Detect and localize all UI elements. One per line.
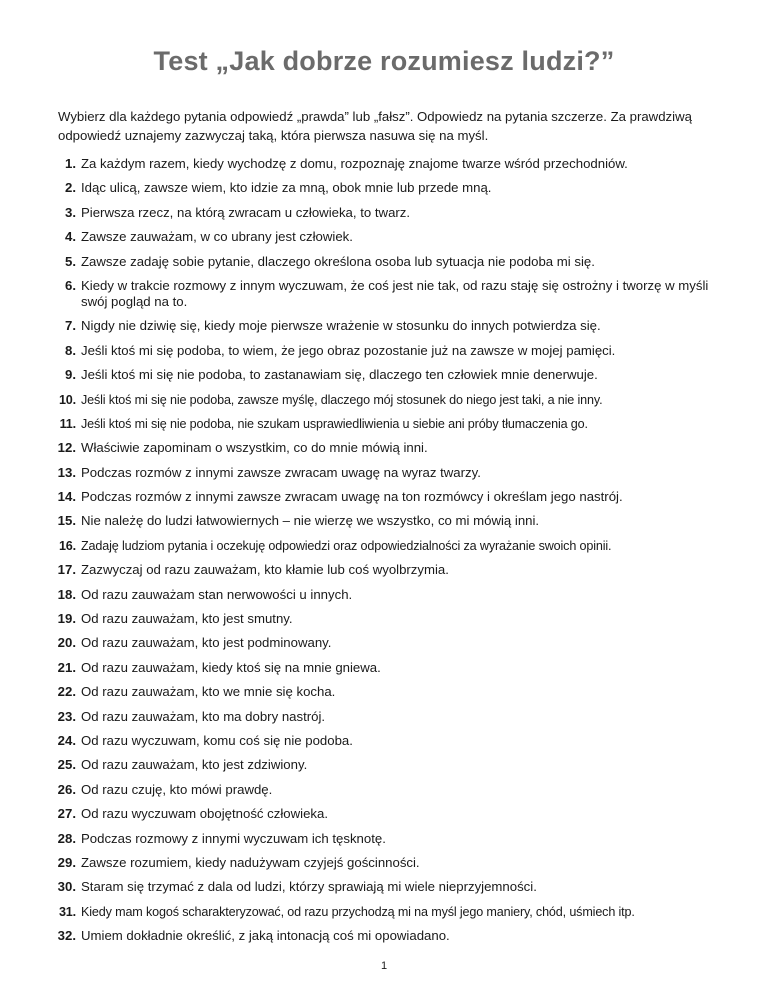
question-text: Podczas rozmowy z innymi wyczuwam ich tęsknotę. [81, 830, 386, 846]
question-item [52, 229, 722, 253]
question-number: 4. [65, 229, 76, 245]
question-number: 9. [65, 367, 76, 383]
instructions-paragraph: Wybierz dla każdego pytania odpowiedź „prawda” lub „fałsz”. Odpowiedz na pytania szczerze. Za prawdziwą odpowiedź uznajemy zazwyczaj taką, która pierwsza nasuwa się na myśl. [58, 109, 692, 143]
question-item [52, 684, 722, 708]
question-text: Umiem dokładnie określić, z jaką intonacją coś mi opowiadano. [81, 928, 450, 944]
question-number: 3. [65, 204, 76, 220]
question-item [52, 733, 722, 757]
question-number: 13. [57, 464, 76, 480]
question-text: Właściwie zapominam o wszystkim, co do mnie mówią inni. [81, 440, 428, 456]
question-number: 5. [65, 253, 76, 269]
question-text: Nigdy nie dziwię się, kiedy moje pierwsze wrażenie w stosunku do innych potwierdza się. [81, 318, 601, 334]
question-item [52, 440, 722, 464]
question-item [52, 782, 722, 806]
question-text: Zawsze zauważam, w co ubrany jest człowiek. [81, 229, 353, 245]
question-item [52, 757, 722, 781]
question-item [52, 465, 722, 489]
question-number: 12. [57, 440, 76, 456]
question-text: Od razu zauważam, kiedy ktoś się na mnie gniewa. [81, 659, 381, 675]
question-item [52, 611, 722, 635]
question-item [52, 831, 722, 855]
question-number: 28. [57, 830, 76, 846]
question-item [52, 318, 722, 342]
question-number: 14. [57, 489, 76, 505]
question-text: Od razu czuję, kto mówi prawdę. [81, 781, 273, 797]
question-text: Nie należę do ludzi łatwowiernych – nie wierzę we wszystko, co mi mówią inni. [81, 513, 540, 529]
question-item [52, 635, 722, 659]
question-text: Kiedy w trakcie rozmowy z innym wyczuwam, że coś jest nie tak, od razu staję się ostrożny i tworzę w myśli swój pogląd na to. [81, 277, 709, 309]
question-item [52, 180, 722, 204]
question-text: Jeśli ktoś mi się podoba, to wiem, że jego obraz pozostanie już na zawsze w mojej pamięci. [81, 342, 616, 358]
question-number: 32. [57, 928, 76, 944]
question-number: 8. [65, 342, 76, 358]
question-text: Jeśli ktoś mi się nie podoba, zawsze myślę, dlaczego mój stosunek do niego jest taki, a nie inny. [81, 392, 603, 407]
page-number: 1 [380, 960, 388, 972]
question-text: Jeśli ktoś mi się nie podoba, nie szukam usprawiedliwienia u siebie ani próby tłumaczenia go. [81, 416, 588, 431]
question-text: Od razu zauważam, kto jest podminowany. [81, 635, 332, 651]
question-number: 1. [65, 156, 76, 171]
question-text: Zawsze rozumiem, kiedy nadużywam czyjejś gościnności. [81, 854, 420, 870]
question-item [52, 513, 722, 537]
question-text: Jeśli ktoś mi się nie podoba, to zastanawiam się, dlaczego ten człowiek mnie denerwuje. [81, 367, 598, 383]
question-number: 29. [57, 854, 76, 870]
question-number: 25. [57, 757, 76, 773]
question-text: Od razu wyczuwam obojętność człowieka. [81, 806, 329, 822]
question-item [52, 278, 722, 318]
question-item [52, 538, 722, 562]
question-item [52, 660, 722, 684]
question-number: 19. [57, 611, 76, 627]
question-item [52, 587, 722, 611]
question-text: Staram się trzymać z dala od ludzi, którzy sprawiają mi wiele nieprzyjemności. [81, 879, 537, 895]
question-text: Zazwyczaj od razu zauważam, kto kłamie lub coś wyolbrzymia. [81, 562, 449, 578]
question-text: Zadaję ludziom pytania i oczekuję odpowiedzi oraz odpowiedzialności za wyrażanie swoich opinii. [81, 538, 612, 553]
question-number: 11. [59, 416, 76, 431]
question-item [52, 254, 722, 278]
question-item [52, 416, 722, 440]
question-text: Podczas rozmów z innymi zawsze zwracam uwagę na ton rozmówcy i określam jego nastrój. [81, 489, 623, 505]
question-text: Od razu zauważam, kto we mnie się kocha. [81, 684, 336, 700]
question-number: 17. [57, 562, 76, 578]
question-number: 2. [65, 180, 76, 196]
question-item [52, 367, 722, 391]
question-item [52, 392, 722, 416]
question-number: 7. [65, 318, 76, 334]
question-item [52, 156, 722, 180]
question-number: 10. [58, 392, 76, 407]
question-item [52, 904, 722, 928]
question-number: 18. [57, 586, 76, 602]
question-text: Od razu zauważam, kto jest zdziwiony. [81, 757, 308, 773]
question-text: Idąc ulicą, zawsze wiem, kto idzie za mną, obok mnie lub przede mną. [81, 180, 492, 196]
question-item [52, 855, 722, 879]
question-text: Zawsze zadaję sobie pytanie, dlaczego określona osoba lub sytuacja nie podoba mi się. [81, 253, 595, 269]
question-number: 20. [57, 635, 76, 651]
question-item [52, 562, 722, 586]
question-item [52, 489, 722, 513]
question-number: 22. [57, 684, 76, 700]
question-number: 6. [65, 277, 76, 293]
page-title: Test „Jak dobrze rozumiesz ludzi?” [153, 46, 615, 76]
question-number: 21. [57, 659, 76, 675]
question-text: Za każdym razem, kiedy wychodzę z domu, rozpoznaję znajome twarze wśród przechodniów. [81, 156, 628, 171]
question-text: Pierwsza rzecz, na którą zwracam u człowieka, to twarz. [81, 204, 411, 220]
question-text: Podczas rozmów z innymi zawsze zwracam uwagę na wyraz twarzy. [81, 464, 481, 480]
question-item [52, 205, 722, 229]
question-number: 16. [58, 538, 76, 553]
question-list [52, 156, 722, 953]
question-item [52, 709, 722, 733]
question-item [52, 806, 722, 830]
question-item [52, 928, 722, 952]
question-number: 31. [58, 904, 76, 919]
question-number: 27. [57, 806, 76, 822]
question-number: 23. [57, 708, 76, 724]
question-text: Od razu zauważam, kto ma dobry nastrój. [81, 708, 326, 724]
question-number: 30. [57, 879, 76, 895]
question-number: 15. [57, 513, 76, 529]
question-item [52, 879, 722, 903]
question-number: 26. [57, 781, 76, 797]
question-item [52, 343, 722, 367]
question-text: Kiedy mam kogoś scharakteryzować, od razu przychodzą mi na myśl jego maniery, chód, uśmiech itp. [81, 904, 635, 919]
question-text: Od razu wyczuwam, komu coś się nie podoba. [81, 732, 353, 748]
question-text: Od razu zauważam, kto jest smutny. [81, 611, 293, 627]
question-text: Od razu zauważam stan nerwowości u innych. [81, 586, 353, 602]
question-number: 24. [57, 732, 76, 748]
